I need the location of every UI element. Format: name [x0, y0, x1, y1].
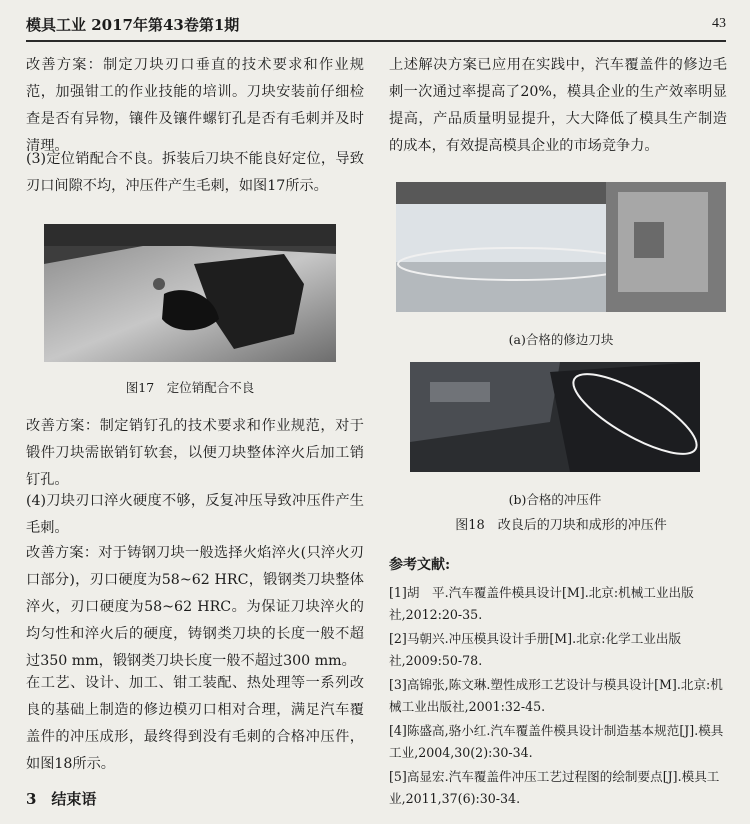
reference-3: [3]高锦张,陈文琳.塑性成形工艺设计与模具设计[M].北京:机械工业出版社,2001:32-45. [389, 677, 723, 714]
paragraph-improvement-2: 改善方案：制定销钉孔的技术要求和作业规范，对于锻件刀块需嵌销钉软套，以便刀块整体淬火后加工销钉孔。 [26, 418, 364, 488]
paragraph-locating-pin: (3)定位销配合不良。拆装后刀块不能良好定位，导致刃口间隙不均，冲压件产生毛刺，如图17所示。 [26, 151, 364, 194]
reference-4: [4]陈盛高,骆小红.汽车覆盖件模具设计制造基本规范[J].模具工业,2004,30(2):30-34. [389, 723, 724, 760]
reference-2: [2]马朝兴.冲压模具设计手册[M].北京:化学工业出版社,2009:50-78. [389, 631, 682, 668]
paragraph-hardness: (4)刀块刃口淬火硬度不够，反复冲压导致冲压件产生毛刺。 [26, 493, 364, 536]
figure-18-caption: 图18 改良后的刀块和成形的冲压件 [455, 518, 667, 533]
figure-18a-photo [396, 182, 726, 312]
trimming-block-photo [396, 182, 726, 312]
figure-18a-caption: (a)合格的修边刀块 [508, 332, 614, 347]
paragraph-summary: 在工艺、设计、加工、钳工装配、热处理等一系列改良的基础上制造的修边模刃口相对合理，满足汽车覆盖件的冲压成形，最终得到没有毛刺的合格冲压件，如图18所示。 [26, 675, 364, 772]
locating-pin-photo [44, 224, 336, 362]
paragraph-conclusion: 上述解决方案已应用在实践中，汽车覆盖件的修边毛刺一次通过率提高了20%，模具企业的生产效率明显提高，产品质量明显提升，大大降低了模具生产制造的成本，有效提高模具企业的市场竞争力。 [389, 57, 727, 154]
stamped-part-photo [410, 362, 700, 472]
page-header [26, 14, 726, 42]
journal-title: 模具工业 2017年第43卷第1期 [26, 16, 240, 34]
page-number: 43 [712, 16, 726, 31]
paragraph-improvement-1: 改善方案：制定刀块刃口垂直的技术要求和作业规范，加强钳工的作业技能的培训。刀块安装前仔细检查是否有异物，镶件及镶件螺钉孔是否有毛刺并及时清理。 [26, 57, 364, 154]
figure-18b-caption: (b)合格的冲压件 [508, 492, 602, 507]
figure-17-photo [44, 224, 336, 362]
paragraph-improvement-3: 改善方案：对于铸钢刀块一般选择火焰淬火(只淬火刃口部分)，刃口硬度为58~62 HRC，锻钢类刀块整体淬火，刃口硬度为58~62 HRC。为保证刀块淬火的均匀性和淬火后的硬度，铸钢类刀块的长度一般不超过350 mm，锻钢类刀块长度一般不超过300 mm。 [26, 545, 364, 669]
section-heading-conclusion: 3 结束语 [26, 790, 97, 808]
reference-1: [1]胡 平.汽车覆盖件模具设计[M].北京:机械工业出版社,2012:20-35. [389, 585, 694, 622]
reference-5: [5]高显宏.汽车覆盖件冲压工艺过程图的绘制要点[J].模具工业,2011,37(6):30-34. [389, 769, 720, 806]
figure-18b-photo [410, 362, 700, 472]
figure-17-caption: 图17 定位销配合不良 [125, 380, 255, 395]
references-title: 参考文献: [389, 557, 451, 573]
